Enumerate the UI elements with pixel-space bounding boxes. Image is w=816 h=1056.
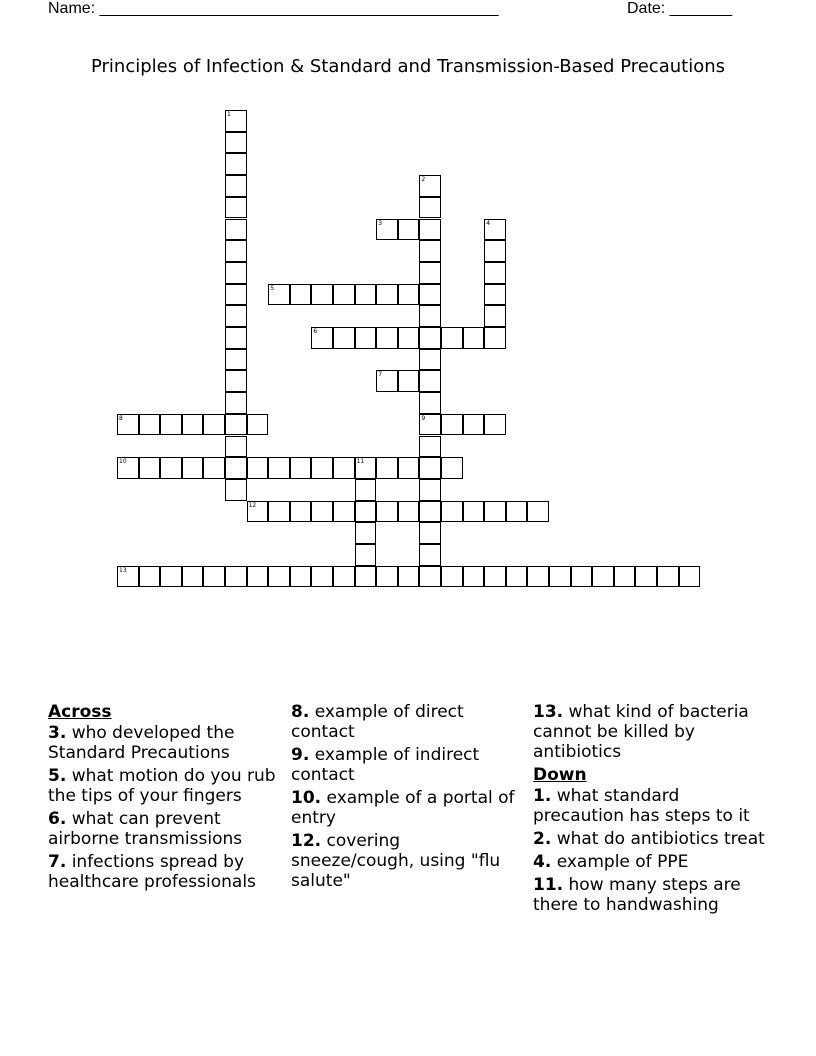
clue-item bbox=[291, 831, 527, 891]
grid-cell[interactable] bbox=[398, 219, 420, 241]
grid-cell[interactable] bbox=[139, 414, 161, 436]
grid-cell[interactable] bbox=[247, 414, 269, 436]
grid-cell[interactable] bbox=[376, 501, 398, 523]
grid-cell[interactable] bbox=[139, 566, 161, 588]
grid-cell[interactable] bbox=[657, 566, 679, 588]
grid-cell[interactable] bbox=[376, 284, 398, 306]
grid-cell[interactable] bbox=[225, 349, 247, 371]
clue-text: what can prevent airborne transmissions bbox=[48, 809, 243, 849]
grid-cell[interactable] bbox=[203, 566, 225, 588]
clue-number: 2. bbox=[533, 829, 552, 849]
clue-item bbox=[291, 788, 527, 828]
clue-text: example of PPE bbox=[556, 852, 689, 872]
grid-cell[interactable] bbox=[376, 457, 398, 479]
grid-cell[interactable] bbox=[225, 284, 247, 306]
grid-cell[interactable] bbox=[679, 566, 701, 588]
clue-text: example of a portal of entry bbox=[291, 788, 515, 828]
clue-column-3 bbox=[533, 702, 773, 918]
clue-item bbox=[48, 766, 284, 806]
clue-text: what kind of bacteria cannot be killed by antibiotics bbox=[533, 702, 749, 762]
clue-text: how many steps are there to handwashing bbox=[533, 875, 741, 915]
grid-cell[interactable] bbox=[311, 457, 333, 479]
grid-cell[interactable] bbox=[225, 305, 247, 327]
grid-cell[interactable] bbox=[355, 284, 377, 306]
grid-cell[interactable] bbox=[268, 566, 290, 588]
clue-number-label: 8 bbox=[119, 414, 123, 422]
grid-cell[interactable] bbox=[182, 566, 204, 588]
grid-cell[interactable] bbox=[527, 501, 549, 523]
clue-number-label: 2 bbox=[421, 176, 426, 184]
grid-cell[interactable] bbox=[290, 457, 312, 479]
page-title: Principles of Infection & Standard and Transmission-Based Precautions bbox=[90, 56, 726, 77]
grid-cell[interactable] bbox=[290, 566, 312, 588]
grid-cell[interactable] bbox=[225, 110, 247, 132]
grid-cell[interactable] bbox=[419, 370, 441, 392]
grid-cell[interactable] bbox=[225, 436, 247, 458]
across-heading: Across bbox=[48, 702, 112, 722]
grid-cell[interactable] bbox=[247, 457, 269, 479]
grid-cell[interactable] bbox=[484, 240, 506, 262]
clue-column-1 bbox=[48, 702, 284, 895]
grid-cell[interactable] bbox=[398, 566, 420, 588]
grid-cell[interactable] bbox=[419, 414, 441, 436]
grid-cell[interactable] bbox=[398, 370, 420, 392]
clue-item bbox=[48, 809, 284, 849]
grid-cell[interactable] bbox=[484, 262, 506, 284]
clue-number: 12. bbox=[291, 831, 322, 851]
grid-cell[interactable] bbox=[376, 566, 398, 588]
grid-cell[interactable] bbox=[419, 566, 441, 588]
clue-number: 4. bbox=[533, 852, 552, 872]
grid-cell[interactable] bbox=[419, 219, 441, 241]
clue-number-label: 5 bbox=[270, 284, 275, 292]
clue-number-label: 7 bbox=[378, 371, 383, 379]
grid-cell[interactable] bbox=[182, 457, 204, 479]
grid-cell[interactable] bbox=[419, 436, 441, 458]
grid-cell[interactable] bbox=[635, 566, 657, 588]
down-heading: Down bbox=[533, 765, 587, 785]
grid-cell[interactable] bbox=[419, 479, 441, 501]
grid-cell[interactable] bbox=[419, 522, 441, 544]
clue-item bbox=[291, 745, 527, 785]
grid-cell[interactable] bbox=[419, 349, 441, 371]
grid-cell[interactable] bbox=[441, 501, 463, 523]
grid-cell[interactable] bbox=[355, 522, 377, 544]
grid-cell[interactable] bbox=[225, 153, 247, 175]
grid-cell[interactable] bbox=[441, 566, 463, 588]
clue-text: what standard precaution has steps to it bbox=[533, 786, 750, 826]
grid-cell[interactable] bbox=[160, 566, 182, 588]
grid-cell[interactable] bbox=[463, 566, 485, 588]
clue-text: infections spread by healthcare professionals bbox=[48, 852, 256, 892]
grid-cell[interactable] bbox=[225, 132, 247, 154]
grid-cell[interactable] bbox=[225, 392, 247, 414]
grid-cell[interactable] bbox=[333, 284, 355, 306]
grid-cell[interactable] bbox=[355, 566, 377, 588]
clue-item bbox=[533, 702, 773, 762]
name-label: Name: bbox=[48, 0, 96, 17]
grid-cell[interactable] bbox=[117, 414, 139, 436]
clue-item bbox=[48, 852, 284, 892]
clue-number: 10. bbox=[291, 788, 322, 808]
grid-cell[interactable] bbox=[311, 566, 333, 588]
grid-cell[interactable] bbox=[463, 501, 485, 523]
grid-cell[interactable] bbox=[398, 327, 420, 349]
clue-item bbox=[533, 786, 773, 826]
clue-number: 13. bbox=[533, 702, 564, 722]
grid-cell[interactable] bbox=[506, 501, 528, 523]
grid-cell[interactable] bbox=[225, 262, 247, 284]
grid-cell[interactable] bbox=[311, 501, 333, 523]
name-line: ________________________________________________ bbox=[99, 0, 498, 17]
grid-cell[interactable] bbox=[419, 262, 441, 284]
clue-number-label: 12 bbox=[248, 501, 257, 509]
grid-cell[interactable] bbox=[225, 327, 247, 349]
grid-cell[interactable] bbox=[571, 566, 593, 588]
clue-text: example of direct contact bbox=[291, 702, 464, 742]
grid-cell[interactable] bbox=[484, 284, 506, 306]
grid-cell[interactable] bbox=[441, 457, 463, 479]
clue-number: 1. bbox=[533, 786, 552, 806]
grid-cell[interactable] bbox=[268, 457, 290, 479]
clue-text: what motion do you rub the tips of your fingers bbox=[48, 766, 276, 806]
grid-cell[interactable] bbox=[290, 284, 312, 306]
grid-cell[interactable] bbox=[419, 240, 441, 262]
grid-cell[interactable] bbox=[225, 240, 247, 262]
grid-cell[interactable] bbox=[333, 457, 355, 479]
clue-item bbox=[291, 702, 527, 742]
grid-cell[interactable] bbox=[376, 370, 398, 392]
clue-number-label: 4 bbox=[486, 219, 491, 227]
clue-number-label: 1 bbox=[227, 111, 231, 118]
grid-cell[interactable] bbox=[247, 566, 269, 588]
grid-cell[interactable] bbox=[484, 501, 506, 523]
clue-number-label: 13 bbox=[119, 566, 127, 574]
grid-cell[interactable] bbox=[419, 544, 441, 566]
clue-number-label: 10 bbox=[119, 458, 127, 466]
grid-cell[interactable] bbox=[355, 501, 377, 523]
grid-cell[interactable] bbox=[225, 370, 247, 392]
grid-cell[interactable] bbox=[419, 305, 441, 327]
clue-column-2 bbox=[291, 702, 527, 894]
grid-cell[interactable] bbox=[376, 327, 398, 349]
grid-cell[interactable] bbox=[484, 327, 506, 349]
grid-cell[interactable] bbox=[441, 414, 463, 436]
grid-cell[interactable] bbox=[398, 457, 420, 479]
grid-cell[interactable] bbox=[419, 284, 441, 306]
clue-item bbox=[48, 723, 284, 763]
grid-cell[interactable] bbox=[355, 327, 377, 349]
grid-cell[interactable] bbox=[117, 457, 139, 479]
grid-cell[interactable] bbox=[463, 327, 485, 349]
clue-text: what do antibiotics treat bbox=[556, 829, 765, 849]
grid-cell[interactable] bbox=[419, 327, 441, 349]
grid-cell[interactable] bbox=[419, 457, 441, 479]
grid-cell[interactable] bbox=[463, 414, 485, 436]
grid-cell[interactable] bbox=[160, 457, 182, 479]
clue-number: 6. bbox=[48, 809, 67, 829]
grid-cell[interactable] bbox=[484, 219, 506, 241]
date-label: Date: bbox=[627, 0, 666, 17]
grid-cell[interactable] bbox=[225, 566, 247, 588]
grid-cell[interactable] bbox=[182, 414, 204, 436]
grid-cell[interactable] bbox=[268, 501, 290, 523]
grid-cell[interactable] bbox=[268, 284, 290, 306]
clue-number-label: 6 bbox=[313, 328, 318, 335]
date-line: _______ bbox=[669, 0, 732, 17]
grid-cell[interactable] bbox=[225, 479, 247, 501]
grid-cell[interactable] bbox=[333, 566, 355, 588]
grid-cell[interactable] bbox=[484, 566, 506, 588]
grid-cell[interactable] bbox=[527, 566, 549, 588]
clue-number-label: 9 bbox=[421, 414, 426, 422]
grid-cell[interactable] bbox=[484, 305, 506, 327]
grid-cell[interactable] bbox=[117, 566, 139, 588]
clue-text: covering sneeze/cough, using "flu salute" bbox=[291, 831, 501, 891]
clue-number: 8. bbox=[291, 702, 310, 722]
clue-text: who developed the Standard Precautions bbox=[48, 723, 235, 763]
clue-number: 5. bbox=[48, 766, 67, 786]
grid-cell[interactable] bbox=[139, 457, 161, 479]
grid-cell[interactable] bbox=[247, 501, 269, 523]
grid-cell[interactable] bbox=[225, 457, 247, 479]
grid-cell[interactable] bbox=[311, 284, 333, 306]
grid-cell[interactable] bbox=[398, 284, 420, 306]
grid-cell[interactable] bbox=[225, 175, 247, 197]
grid-cell[interactable] bbox=[333, 501, 355, 523]
grid-cell[interactable] bbox=[506, 566, 528, 588]
grid-cell[interactable] bbox=[160, 414, 182, 436]
grid-cell[interactable] bbox=[549, 566, 571, 588]
grid-cell[interactable] bbox=[355, 544, 377, 566]
clue-number-label: 11 bbox=[356, 458, 365, 466]
grid-cell[interactable] bbox=[441, 327, 463, 349]
grid-cell[interactable] bbox=[203, 414, 225, 436]
grid-cell[interactable] bbox=[225, 219, 247, 241]
clue-number: 7. bbox=[48, 852, 67, 872]
clue-number: 9. bbox=[291, 745, 310, 765]
grid-cell[interactable] bbox=[290, 501, 312, 523]
clue-number-label: 3 bbox=[378, 219, 383, 227]
grid-cell[interactable] bbox=[225, 197, 247, 219]
grid-cell[interactable] bbox=[592, 566, 614, 588]
grid-cell[interactable] bbox=[203, 457, 225, 479]
clue-text: example of indirect contact bbox=[291, 745, 480, 785]
clue-number: 3. bbox=[48, 723, 67, 743]
grid-cell[interactable] bbox=[225, 414, 247, 436]
grid-cell[interactable] bbox=[355, 479, 377, 501]
grid-cell[interactable] bbox=[484, 414, 506, 436]
grid-cell[interactable] bbox=[419, 501, 441, 523]
grid-cell[interactable] bbox=[419, 197, 441, 219]
clue-item bbox=[533, 829, 773, 849]
clue-item bbox=[533, 852, 773, 872]
grid-cell[interactable] bbox=[419, 175, 441, 197]
grid-cell[interactable] bbox=[311, 327, 333, 349]
clue-number: 11. bbox=[533, 875, 564, 895]
grid-cell[interactable] bbox=[355, 457, 377, 479]
grid-cell[interactable] bbox=[333, 327, 355, 349]
grid-cell[interactable] bbox=[614, 566, 636, 588]
grid-cell[interactable] bbox=[376, 219, 398, 241]
grid-cell[interactable] bbox=[419, 392, 441, 414]
grid-cell[interactable] bbox=[398, 501, 420, 523]
clue-item bbox=[533, 875, 773, 915]
